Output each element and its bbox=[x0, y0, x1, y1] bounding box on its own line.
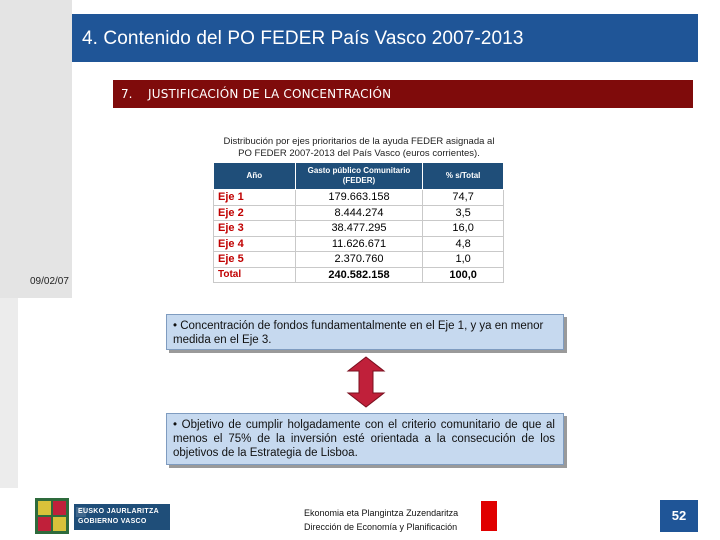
header-spend-line-1: Gasto público Comunitario bbox=[307, 166, 411, 175]
bullet-box-lisbon: • Objetivo de cumplir holgadamente con el criterio comunitario de que al menos el 75% de la inversión esté orientada a la consecución de los objetivos de la Estrategia de Lisboa. bbox=[166, 413, 564, 465]
table-row bbox=[214, 221, 504, 237]
row-label: Eje 1 bbox=[214, 190, 296, 206]
footer-red-square bbox=[481, 501, 497, 531]
row-pct: 4,8 bbox=[423, 236, 504, 252]
row-label: Eje 4 bbox=[214, 236, 296, 252]
row-value: 8.444.274 bbox=[295, 205, 423, 221]
section-title: JUSTIFICACIÓN DE LA CONCENTRACIÓN bbox=[148, 87, 392, 101]
row-value: 179.663.158 bbox=[295, 190, 423, 206]
caption-line-2: PO FEDER 2007-2013 del País Vasco (euros corrientes). bbox=[238, 148, 480, 159]
row-pct: 3,5 bbox=[423, 205, 504, 221]
footer-line-2: Dirección de Economía y Planificación bbox=[304, 522, 458, 532]
slide-title: 4. Contenido del PO FEDER País Vasco 2007-2013 bbox=[82, 28, 524, 49]
row-pct: 1,0 bbox=[423, 252, 504, 268]
row-value: 38.477.295 bbox=[295, 221, 423, 237]
total-label: Total bbox=[214, 267, 296, 283]
logo-text-line-1: EUSKO JAURLARITZA bbox=[78, 508, 159, 515]
header-spend-line-2: (FEDER) bbox=[342, 176, 376, 185]
logo-text bbox=[78, 507, 159, 527]
table-caption bbox=[200, 136, 518, 160]
footer-department bbox=[304, 506, 458, 534]
footer-line-1: Ekonomia eta Plangintza Zuzendaritza bbox=[304, 508, 459, 518]
row-label: Eje 3 bbox=[214, 221, 296, 237]
row-label: Eje 2 bbox=[214, 205, 296, 221]
total-pct: 100,0 bbox=[423, 267, 504, 283]
feder-allocation-table bbox=[213, 162, 504, 283]
table-row bbox=[214, 205, 504, 221]
row-pct: 74,7 bbox=[423, 190, 504, 206]
logo-text-line-2: GOBIERNO VASCO bbox=[78, 518, 147, 525]
row-value: 2.370.760 bbox=[295, 252, 423, 268]
table-row bbox=[214, 190, 504, 206]
header-year: Año bbox=[214, 163, 296, 190]
left-decor-strip bbox=[0, 298, 18, 488]
section-number: 7. bbox=[121, 87, 133, 101]
section-bar bbox=[113, 80, 693, 108]
title-bar bbox=[72, 14, 698, 62]
header-pct: % s/Total bbox=[423, 163, 504, 190]
bullet-box-concentration: • Concentración de fondos fundamentalmente en el Eje 1, y ya en menor medida en el Eje 3. bbox=[166, 314, 564, 350]
row-value: 11.626.671 bbox=[295, 236, 423, 252]
left-decor-bar bbox=[0, 0, 72, 298]
table-row bbox=[214, 236, 504, 252]
table-total-row bbox=[214, 267, 504, 283]
double-arrow-icon bbox=[346, 356, 386, 408]
slide-date: 09/02/07 bbox=[30, 276, 69, 287]
row-label: Eje 5 bbox=[214, 252, 296, 268]
page-number: 52 bbox=[660, 500, 698, 532]
header-spend bbox=[295, 163, 423, 190]
caption-line-1: Distribución por ejes prioritarios de la ayuda FEDER asignada al bbox=[223, 136, 495, 147]
table-row bbox=[214, 252, 504, 268]
table-header-row bbox=[214, 163, 504, 190]
total-value: 240.582.158 bbox=[295, 267, 423, 283]
row-pct: 16,0 bbox=[423, 221, 504, 237]
